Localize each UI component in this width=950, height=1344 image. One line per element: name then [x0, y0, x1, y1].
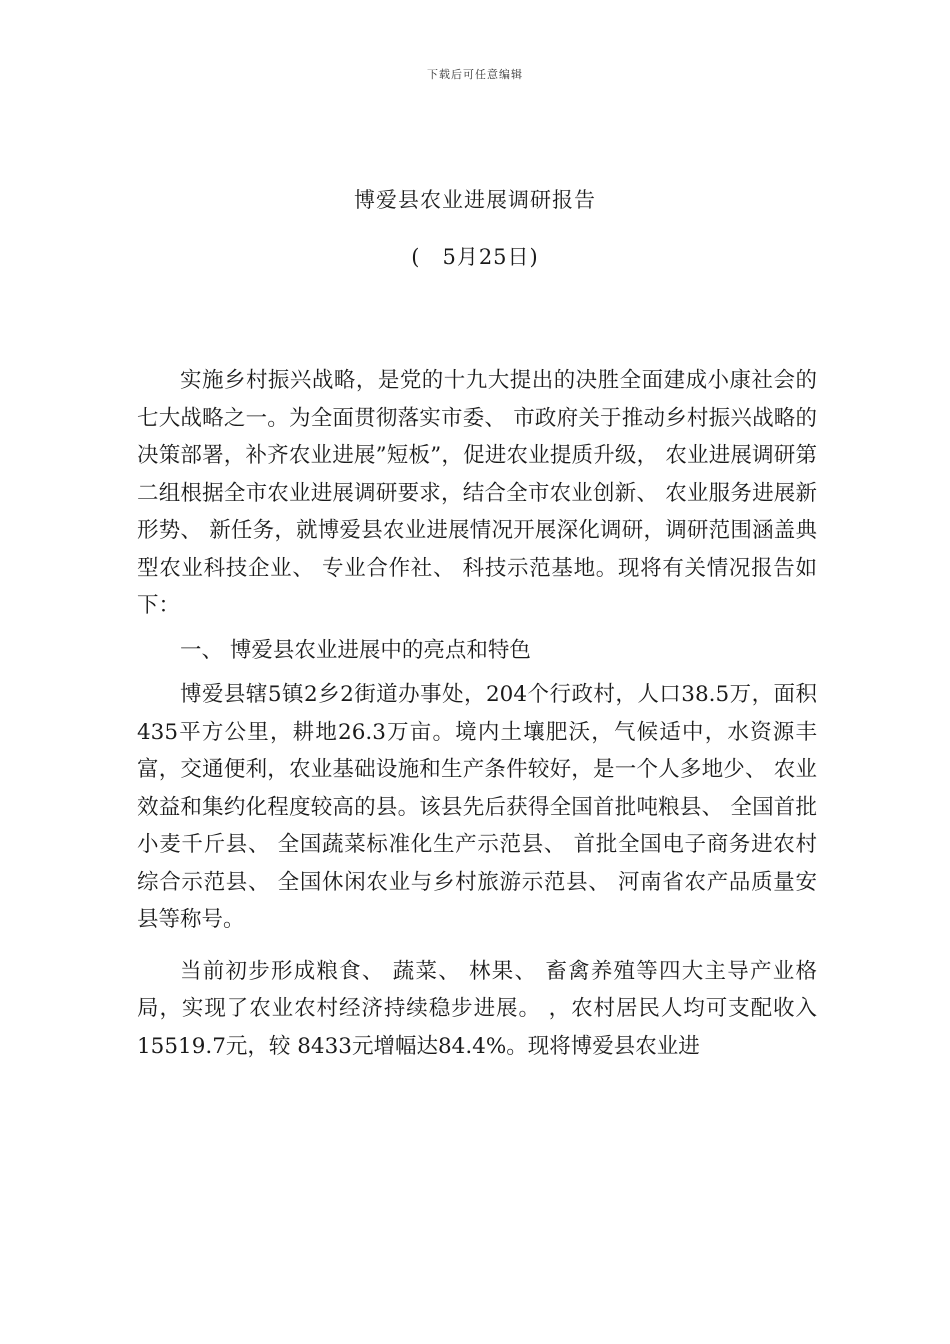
- header-note: 下载后可任意编辑: [427, 68, 523, 81]
- document-body: [137, 362, 817, 1065]
- industry-paragraph: 当前初步形成粮食、 蔬菜、 林果、 畜禽养殖等四大主导产业格局，实现了农业农村经济持续稳步进展。 ，农村居民人均可支配收入15519.7元，较 8433元增幅达84.4%。现将博爱县农业进: [137, 958, 817, 1059]
- intro-paragraph: 实施乡村振兴战略，是党的十九大提出的决胜全面建成小康社会的七大战略之一。为全面贯彻落实市委、 市政府关于推动乡村振兴战略的决策部署，补齐农业进展”短板”，促进农业提质升级， 农业进展调研第二组根据全市农业进展调研要求，结合全市农业创新、 农业服务进展新形势、 新任务，就博爱县农业进展情况开展深化调研，调研范围涵盖典型农业科技企业、 专业合作社、 科技示范基地。现将有关情况报告如下：: [137, 368, 817, 618]
- county-overview-paragraph: 博爱县辖5镇2乡2街道办事处，204个行政村，人口38.5万，面积435平方公里，耕地26.3万亩。境内土壤肥沃，气候适中，水资源丰富，交通便利，农业基础设施和生产条件较好，是一个人多地少、 农业效益和集约化程度较高的县。该县先后获得全国首批吨粮县、 全国首批小麦千斤县、 全国蔬菜标准化生产示范县、 首批全国电子商务进农村综合示范县、 全国休闲农业与乡村旅游示范县、 河南省农产品质量安县等称号。: [137, 682, 817, 932]
- spacer: [137, 939, 817, 953]
- spacer: [137, 625, 817, 632]
- section-heading: 一、 博爱县农业进展中的亮点和特色: [180, 637, 531, 663]
- spacer: [137, 669, 817, 676]
- report-date: ( 5月25日): [411, 245, 539, 269]
- page-title: 博爱县农业进展调研报告: [354, 188, 596, 212]
